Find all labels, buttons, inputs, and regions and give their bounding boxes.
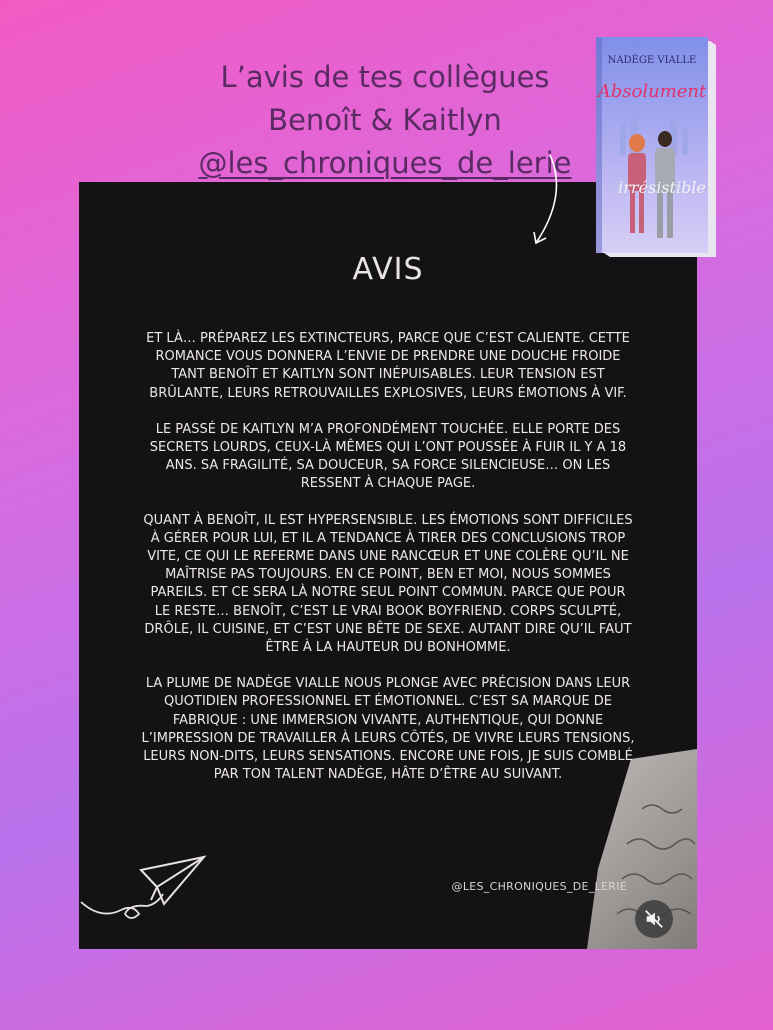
mute-button[interactable] [635, 900, 673, 938]
paper-plane-icon [79, 842, 219, 932]
review-paragraph-2: LE PASSÉ DE KAITLYN M’A PROFONDÉMENT TOUCHÉE. ELLE PORTE DES SECRETS LOURDS, CEUX-LÀ MÊMES QUI L’ONT POUSSÉE À FUIR IL Y A 18 ANS. SA FRAGILITÉ, SA DOUCEUR, SA FORCE SILENCIEUSE… ON LES RESSENT À CHAQUE PAGE. [149, 421, 627, 492]
card-title: AVIS [352, 252, 424, 287]
review-paragraph-3: QUANT À BENOÎT, IL EST HYPERSENSIBLE. LES ÉMOTIONS SONT DIFFICILES À GÉRER POUR LUI, ET IL A TENDANCE À TIRER DES CONCLUSIONS TROP VITE, CE QUI LE REFERME DANS UNE RANCŒUR ET UNE COLÈRE QU’IL NE MAÎTRISE PAS TOUJOURS. EN CE POINT, BEN ET MOI, NOUS SOMMES PAREILS. ET CE SERA LÀ NOTRE SEUL POINT COMMUN. PARCE QUE POUR LE RESTE… BENOÎT, C’EST LE VRAI BOOK BOYFRIEND. CORPS SCULPTÉ, DRÔLE, IL CUISINE, ET C’EST UNE BÊTE DE SEXE. AUTANT DIRE QU’IL FAUT ÊTRE À LA HAUTEUR DU BONHOMME. [143, 512, 633, 656]
header-line-2: Benoît & Kaitlyn [268, 103, 502, 137]
header-line-1: L’avis de tes collègues [220, 60, 550, 94]
speaker-muted-icon [643, 908, 665, 930]
header-handle-link[interactable]: @les_chroniques_de_lerie [198, 146, 572, 180]
review-paragraph-1: ET LÀ… PRÉPAREZ LES EXTINCTEURS, PARCE QUE C’EST CALIENTE. CETTE ROMANCE VOUS DONNERA L’ENVIE DE PRENDRE UNE DOUCHE FROIDE TANT BENOÎT ET KAITLYN SONT INÉPUISABLES. LEUR TENSION EST BRÛLANTE, LEURS RETROUVAILLES EXPLOSIVES, LEURS ÉMOTIONS À VIF. [146, 331, 630, 401]
review-card [79, 182, 697, 949]
book-title-bottom: irrésistible [618, 178, 706, 197]
book-title-top: Absolument [597, 81, 707, 102]
curved-arrow-icon [530, 150, 570, 250]
review-body [141, 330, 635, 802]
book-author: NADÈGE VIALLE [607, 55, 697, 66]
book-cover-image [590, 35, 720, 260]
signature: @LES_CHRONIQUES_DE_LERIE [451, 880, 627, 893]
review-paragraph-4: LA PLUME DE NADÈGE VIALLE NOUS PLONGE AVEC PRÉCISION DANS LEUR QUOTIDIEN PROFESSIONNEL ET ÉMOTIONNEL. C’EST SA MARQUE DE FABRIQUE : UNE IMMERSION VIVANTE, AUTHENTIQUE, QUI DONNE L’IMPRESSION DE TRAVAILLER À LEURS CÔTÉS, DE VIVRE LEURS TENSIONS, LEURS NON-DITS, LEURS SENSATIONS. ENCORE UNE FOIS, JE SUIS COMBLÉ PAR TON TALENT NADÈGE, HÂTE D’ÊTRE AU SUIVANT. [141, 676, 635, 783]
